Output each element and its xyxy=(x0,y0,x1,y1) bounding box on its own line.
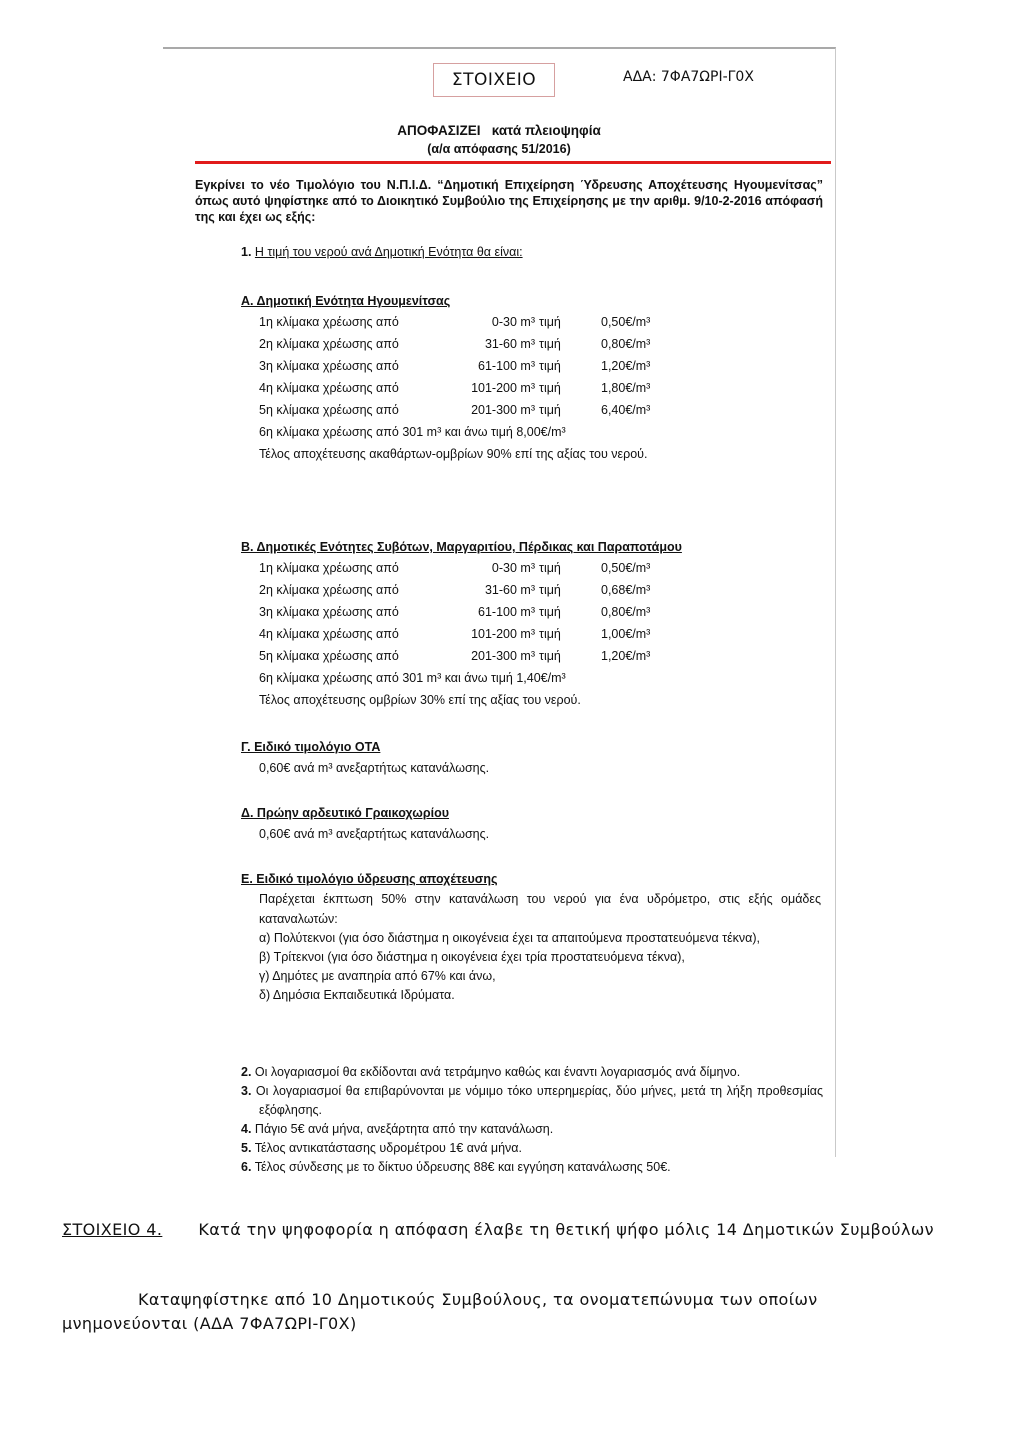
intro-paragraph: Εγκρίνει το νέο Τιμολόγιο του Ν.Π.Ι.Δ. “Δημοτική Επιχείρηση Ύδρευσης Αποχέτευσης Ηγουμενίτσας” όπως αυτό ψηφίστηκε από το Διοικητικό Συμβούλιο της Επιχείρησης με την αριθμ. 9/10-2-2016 απόφασή της και έχει ως εξής: xyxy=(195,178,823,224)
price-word: τιμή xyxy=(539,403,561,417)
point-text: Τέλος σύνδεσης με το δίκτυο ύδρευσης 88€ και εγγύηση κατανάλωσης 50€. xyxy=(254,1160,671,1174)
list-item xyxy=(241,1120,823,1139)
price: 6,40€/m³ xyxy=(601,403,651,417)
point-number: 2. xyxy=(241,1065,252,1079)
point-number: 5. xyxy=(241,1141,252,1155)
point-text: Πάγιο 5€ ανά μήνα, ανεξάρτητα από την κατανάλωση. xyxy=(254,1122,554,1136)
price-word: τιμή xyxy=(539,381,561,395)
against-vote-paragraph xyxy=(62,1288,938,1336)
range: 61-100 m³ xyxy=(478,605,535,619)
price-word: τιμή xyxy=(539,561,561,575)
price: 0,50€/m³ xyxy=(601,315,651,329)
decision-number: (α/α απόφασης 51/2016) xyxy=(427,142,571,156)
point-text: Η τιμή του νερού ανά Δημοτική Ενότητα θα είναι: xyxy=(254,245,523,259)
list-item xyxy=(241,1139,823,1158)
section-text: Παρέχεται έκπτωση 50% στην κατανάλωση του νερού για ένα υδρόμετρο, στις εξής ομάδες καταναλωτών: xyxy=(259,892,821,926)
numbered-points xyxy=(241,1063,823,1177)
scale-label: 4η κλίμακα χρέωσης από xyxy=(259,381,399,395)
price-word: τιμή xyxy=(539,627,561,641)
sewerage-note: Τέλος αποχέτευσης ακαθάρτων-ομβρίων 90% επί της αξίας του νερού. xyxy=(259,447,648,461)
section-text: 0,60€ ανά m³ ανεξαρτήτως κατανάλωσης. xyxy=(259,827,490,841)
price-word: τιμή xyxy=(539,337,561,351)
range: 0-30 m³ xyxy=(491,315,535,329)
point-number: 3. xyxy=(241,1084,252,1098)
price: 0,80€/m³ xyxy=(601,605,651,619)
range: 201-300 m³ xyxy=(471,403,535,417)
tariff-row-6: 6η κλίμακα χρέωσης από 301 m³ και άνω τιμή 1,40€/m³ xyxy=(259,671,566,685)
list-item: δ) Δημόσια Εκπαιδευτικά Ιδρύματα. xyxy=(259,988,455,1002)
vote-result-text: Κατά την ψηφοφορία η απόφαση έλαβε τη θετική ψήφο μόλις 14 Δημοτικών Συμβούλων xyxy=(198,1220,934,1239)
tariff-row xyxy=(241,311,650,333)
against-vote-text: Καταψηφίστηκε από 10 Δημοτικούς Συμβούλους, τα ονοματεπώνυμα των οποίων μνημονεύονται (ΑΔΑ 7ΦΑ7ΩΡΙ-Γ0Χ) xyxy=(62,1290,818,1333)
tariff-row xyxy=(241,333,650,355)
section-e xyxy=(241,869,823,1005)
list-item: γ) Δημότες με αναπηρία από 67% και άνω, xyxy=(259,969,496,983)
price: 0,50€/m³ xyxy=(601,561,651,575)
point-number: 1. xyxy=(241,245,252,259)
section-title: Δ. Πρώην αρδευτικό Γραικοχωρίου xyxy=(241,806,449,820)
list-item: β) Τρίτεκνοι (για όσο διάστημα η οικογένεια έχει τρία προστατευόμενα τέκνα), xyxy=(259,950,685,964)
section-title: Ε. Ειδικό τιμολόγιο ύδρευσης αποχέτευσης xyxy=(241,872,498,886)
price-word: τιμή xyxy=(539,359,561,373)
decides-title: ΑΠΟΦΑΣΙΖΕΙ κατά πλειοψηφία xyxy=(397,123,601,138)
price: 1,00€/m³ xyxy=(601,627,651,641)
scale-label: 5η κλίμακα χρέωσης από xyxy=(259,649,399,663)
list-item xyxy=(241,1082,823,1120)
price-word: τιμή xyxy=(539,583,561,597)
point-text: Τέλος αντικατάστασης υδρομέτρου 1€ ανά μήνα. xyxy=(254,1141,522,1155)
list-item: α) Πολύτεκνοι (για όσο διάστημα η οικογένεια έχει τα απαιτούμενα προστατευόμενα τέκνα), xyxy=(259,931,761,945)
scale-label: 1η κλίμακα χρέωσης από xyxy=(259,315,399,329)
range: 61-100 m³ xyxy=(478,359,535,373)
section-c xyxy=(241,737,489,779)
range: 101-200 m³ xyxy=(471,381,535,395)
range: 31-60 m³ xyxy=(484,337,535,351)
point-text: Οι λογαριασμοί θα επιβαρύνονται με νόμιμο τόκο υπερημερίας, δύο μήνες, μετά τη λήξη προθεσμίας εξόφλησης. xyxy=(255,1084,823,1117)
section-d xyxy=(241,803,489,845)
stoixeio-stamp: ΣΤΟΙΧΕΙΟ xyxy=(433,63,555,97)
price: 0,68€/m³ xyxy=(601,583,651,597)
section-title: Α. Δημοτική Ενότητα Ηγουμενίτσας xyxy=(241,294,451,308)
scale-label: 2η κλίμακα χρέωσης από xyxy=(259,583,399,597)
sewerage-note: Τέλος αποχέτευσης ομβρίων 30% επί της αξίας του νερού. xyxy=(259,693,581,707)
tariff-row xyxy=(241,557,682,579)
tariff-row xyxy=(241,623,682,645)
range: 201-300 m³ xyxy=(471,649,535,663)
point-number: 6. xyxy=(241,1160,252,1174)
range: 31-60 m³ xyxy=(484,583,535,597)
scale-label: 5η κλίμακα χρέωσης από xyxy=(259,403,399,417)
price-word: τιμή xyxy=(539,315,561,329)
red-divider xyxy=(195,161,831,164)
section-text: 0,60€ ανά m³ ανεξαρτήτως κατανάλωσης. xyxy=(259,761,490,775)
tariff-row xyxy=(241,645,682,667)
decision-heading xyxy=(163,122,835,158)
range: 101-200 m³ xyxy=(471,627,535,641)
price: 1,80€/m³ xyxy=(601,381,651,395)
point-text: Οι λογαριασμοί θα εκδίδονται ανά τετράμηνο καθώς και έναντι λογαριασμός ανά δίμηνο. xyxy=(254,1065,741,1079)
tariff-row xyxy=(241,601,682,623)
tariff-row xyxy=(241,399,650,421)
price-word: τιμή xyxy=(539,605,561,619)
element-label: ΣΤΟΙΧΕΙΟ 4. xyxy=(62,1220,163,1239)
section-b xyxy=(241,537,682,711)
scale-label: 4η κλίμακα χρέωσης από xyxy=(259,627,399,641)
list-item xyxy=(241,1158,823,1177)
section-title: Β. Δημοτικές Ενότητες Συβότων, Μαργαριτίου, Πέρδικας και Παραποτάμου xyxy=(241,540,682,554)
scale-label: 3η κλίμακα χρέωσης από xyxy=(259,605,399,619)
element-4-paragraph xyxy=(62,1218,938,1242)
point-number: 4. xyxy=(241,1122,252,1136)
section-a xyxy=(241,291,650,465)
ada-code: ΑΔΑ: 7ΦΑ7ΩΡΙ-Γ0Χ xyxy=(623,69,754,85)
price: 1,20€/m³ xyxy=(601,649,651,663)
scale-label: 1η κλίμακα χρέωσης από xyxy=(259,561,399,575)
section-title: Γ. Ειδικό τιμολόγιο ΟΤΑ xyxy=(241,740,381,754)
scanned-document-image xyxy=(163,47,836,1174)
tariff-row xyxy=(241,355,650,377)
list-item xyxy=(241,1063,823,1082)
scale-label: 2η κλίμακα χρέωσης από xyxy=(259,337,399,351)
point-1 xyxy=(241,245,523,259)
price: 1,20€/m³ xyxy=(601,359,651,373)
price-word: τιμή xyxy=(539,649,561,663)
tariff-row xyxy=(241,579,682,601)
scale-label: 3η κλίμακα χρέωσης από xyxy=(259,359,399,373)
range: 0-30 m³ xyxy=(491,561,535,575)
tariff-row-6: 6η κλίμακα χρέωσης από 301 m³ και άνω τιμή 8,00€/m³ xyxy=(259,425,566,439)
tariff-row xyxy=(241,377,650,399)
price: 0,80€/m³ xyxy=(601,337,651,351)
